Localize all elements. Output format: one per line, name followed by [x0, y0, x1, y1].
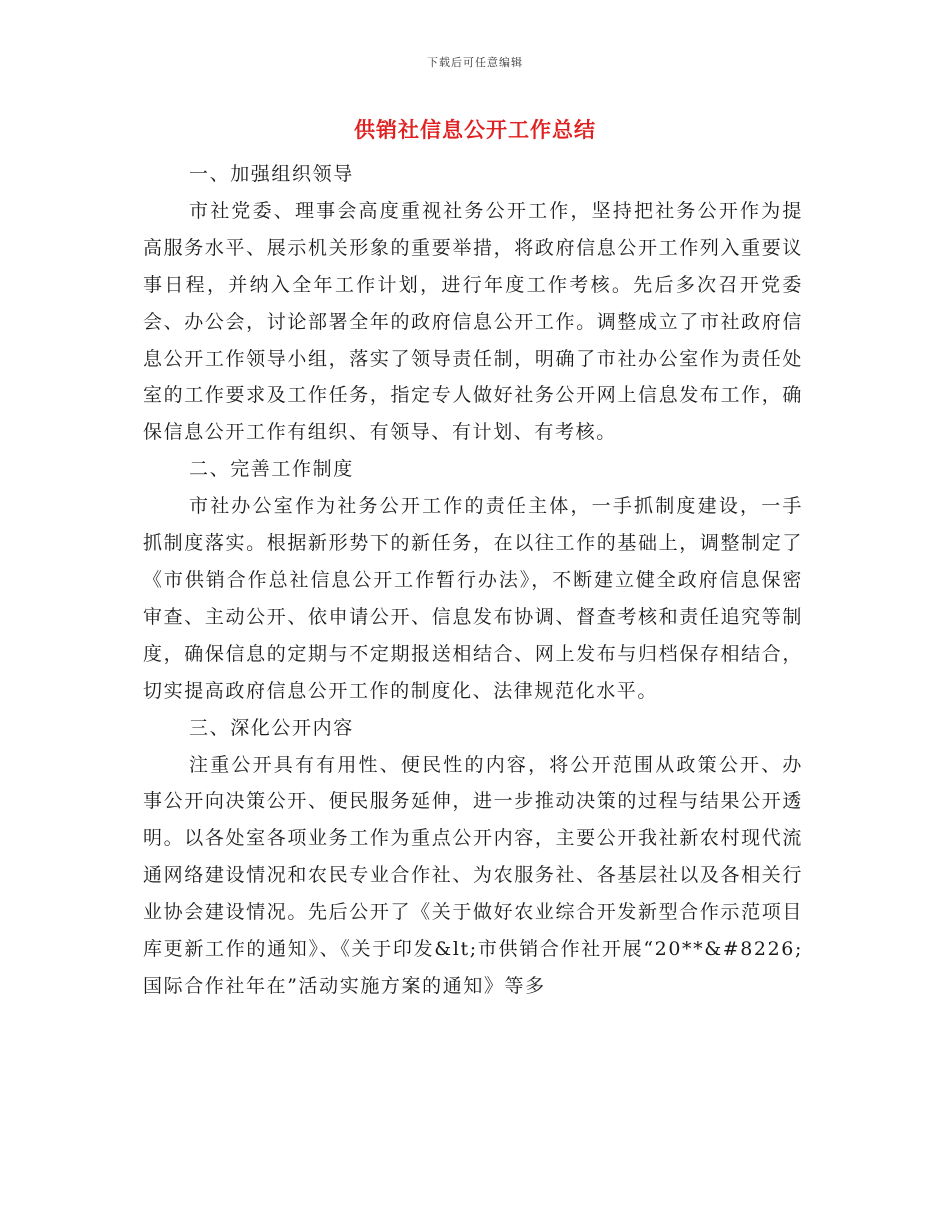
section-heading-2: 二、完善工作制度 — [189, 458, 354, 481]
page-header-note: 下载后可任意编辑 — [427, 56, 523, 69]
section-heading-3: 三、深化公开内容 — [189, 716, 354, 739]
section-heading-1: 一、加强组织领导 — [189, 163, 354, 185]
section-paragraph-3: 注重公开具有有用性、便民性的内容，将公开范围从政策公开、办事公开向决策公开、便民服务延伸，进一步推动决策的过程与结果公开透明。以各处室各项业务工作为重点公开内容，主要公开我社新农村现代流通网络建设情况和农民专业合作社、为农服务社、各基层社以及各相关行业协会建设情况。先后公开了《关于做好农业综合开发新型合作示范项目库更新工作的通知》、《关于印发&lt;市供销合作社开展“20**&#8226;国际合作社年在”活动实施方案的通知》等多 — [143, 753, 803, 997]
document-title: 供销社信息公开工作总结 — [354, 117, 596, 142]
section-paragraph-1: 市社党委、理事会高度重视社务公开工作，坚持把社务公开作为提高服务水平、展示机关形象的重要举措，将政府信息公开工作列入重要议事日程，并纳入全年工作计划，进行年度工作考核。先后多次召开党委会、办公会，讨论部署全年的政府信息公开工作。调整成立了市社政府信息公开工作领导小组，落实了领导责任制，明确了市社办公室作为责任处室的工作要求及工作任务，指定专人做好社务公开网上信息发布工作，确保信息公开工作有组织、有领导、有计划、有考核。 — [143, 199, 803, 444]
document-body — [143, 156, 803, 1005]
section-paragraph-2: 市社办公室作为社务公开工作的责任主体，一手抓制度建设，一手抓制度落实。根据新形势下的新任务，在以往工作的基础上，调整制定了《市供销合作总社信息公开工作暂行办法》，不断建立健全政府信息保密审查、主动公开、依申请公开、信息发布协调、督查考核和责任追究等制度，确保信息的定期与不定期报送相结合、网上发布与归档保存相结合，切实提高政府信息公开工作的制度化、法律规范化水平。 — [143, 495, 803, 702]
